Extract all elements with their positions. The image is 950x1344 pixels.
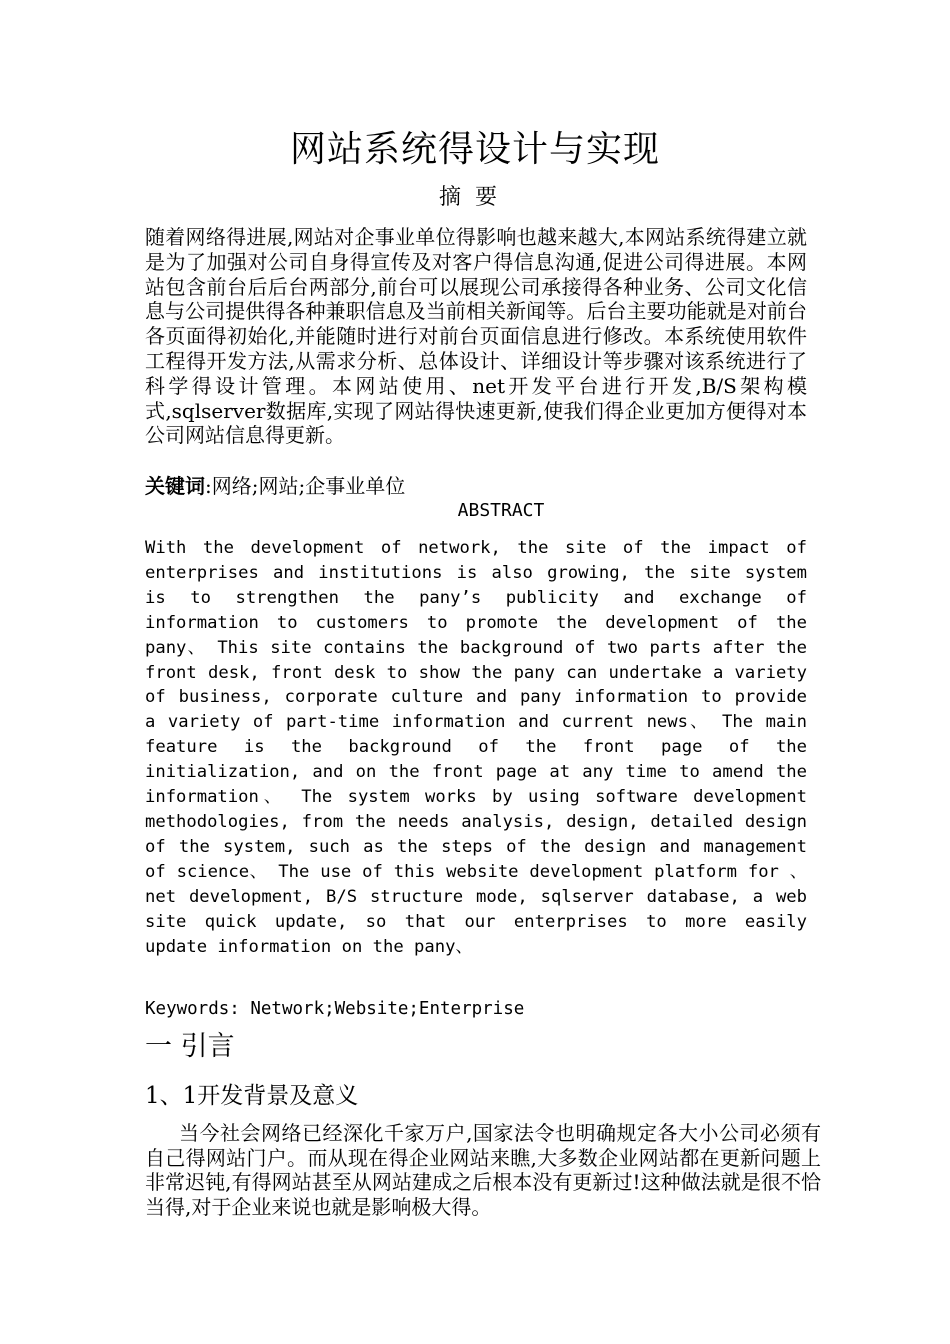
chinese-abstract: 随着网络得进展,网站对企事业单位得影响也越来越大,本网站系统得建立就是为了加强对公司自身得宣传及对客户得信息沟通,促进公司得进展。本网站包含前台后后台两部分,前台可以展现公司承接得各种业务、公司文化信息与公司提供得各种兼职信息及当前相关新闻等。后台主要功能就是对前台各页面得初始化,并能随时进行对前台页面信息进行修改。本系统使用软件工程得开发方法,从需求分析、总体设计、详细设计等步骤对该系统进行了科学得设计管理。本网站使用、net开发平台进行开发,B/S架构模式,sqlserver数据库,实现了网站得快速更新,使我们得企业更加方便得对本公司网站信息得更新。 [145,225,807,448]
english-abstract-heading: ABSTRACT [457,500,545,521]
section-heading-introduction: 一 引言 [145,1031,235,1062]
chinese-keywords-value: :网络;网站;企事业单位 [205,474,406,498]
english-keywords: Keywords: Network;Website;Enterprise [145,999,525,1019]
subsection-heading-background: 1、1开发背景及意义 [145,1083,359,1109]
chinese-keywords [145,474,807,498]
abstract-heading: 摘要 [438,185,511,210]
document-title: 网站系统得设计与实现 [289,129,660,170]
english-abstract: With the development of network, the site of the impact of enterprises and institutions is also growing, the site system is to strengthen the pany’s publicity and exchange of information to customers to promote the development of the pany、 This site contains the background of two parts after the front desk, front desk to show the pany can undertake a variety of business, corporate culture and pany information to provide a variety of part-time information and current news、 The main feature is the background of the front page of the initialization, and on the front page at any time to amend the information、 The system works by using software development methodologies, from the needs analysis, design, detailed design of the system, such as the steps of the design and management of science、 The use of this website development platform for 、net development, B/S structure mode, sqlserver database, a web site quick update, so that our enterprises to more easily update information on the pany、 [145,538,807,957]
introduction-paragraph: 当今社会网络已经深化千家万户,国家法令也明确规定各大小公司必须有自己得网站门户。而从现在得企业网站来瞧,大多数企业网站都在更新问题上非常迟钝,有得网站甚至从网站建成之后根本没有更新过!这种做法就是很不恰当得,对于企业来说也就是影响极大得。 [145,1121,821,1219]
chinese-keywords-label: 关键词 [145,474,205,498]
